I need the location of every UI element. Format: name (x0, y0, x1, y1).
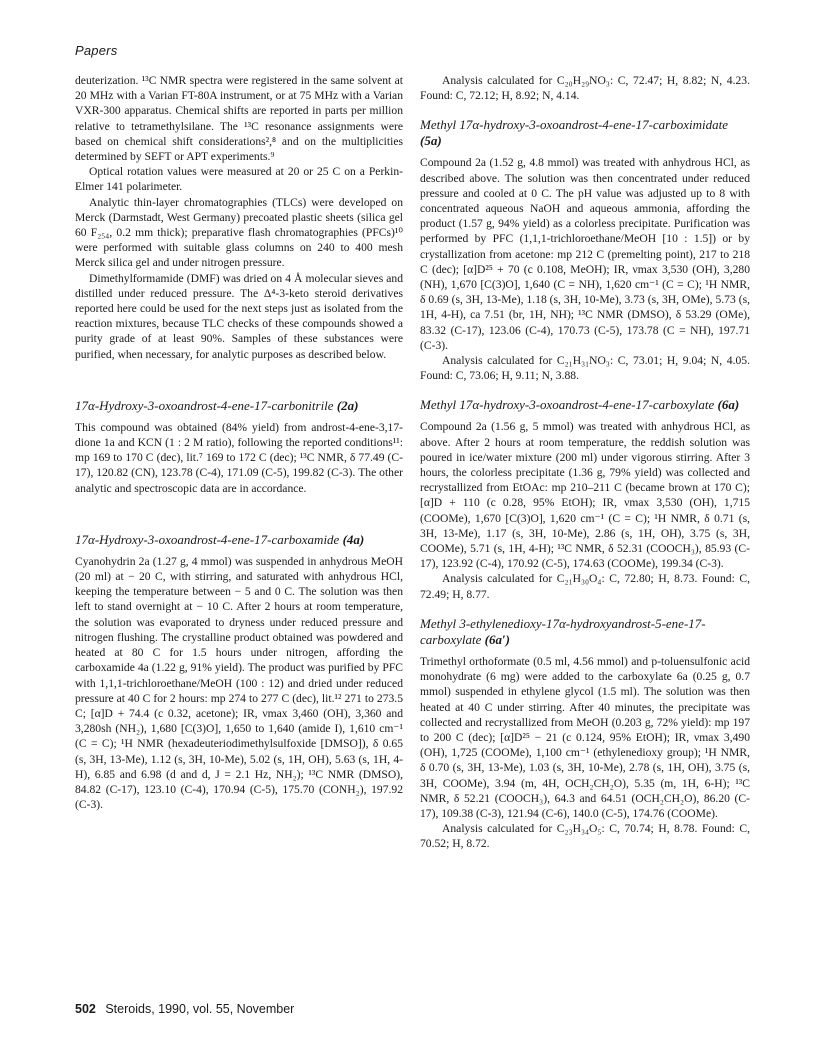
page-footer (75, 1002, 294, 1016)
elemental-analysis: Analysis calculated for C₂₀H₂₉NO₃: C, 72.47; H, 8.82; N, 4.23. Found: C, 72.12; H, 8.92; N, 4.14. (420, 74, 750, 103)
compound-label: (6a) (717, 397, 740, 413)
elemental-analysis: Analysis calculated for C₂₃H₃₄O₅: C, 70.74; H, 8.78. Found: C, 70.52; H, 8.72. (420, 822, 750, 851)
compound-label: (2a) (336, 397, 359, 413)
section-title: Methyl 17α-hydroxy-3-oxoandrost-4-ene-17-carboximidate (420, 117, 729, 133)
section-heading (420, 397, 750, 413)
body-paragraph: Analytic thin-layer chromatographies (TLCs) were developed on Merck (Darmstadt, West Germany) precoated plastic sheets (silica gel 60 F₂₅₄, 0.2 mm thick); preparative flash chromatographies (PFCs)¹⁰ were performed with suitable glass columns on 240 to 400 mesh Merck silica gel and under nitrogen pressure. (75, 195, 403, 270)
elemental-analysis: Analysis calculated for C₂₁H₃₁NO₃: C, 73.01; H, 9.04; N, 4.05. Found: C, 73.06; H, 9.11; N, 3.88. (420, 354, 750, 383)
body-paragraph: deuterization. ¹³C NMR spectra were registered in the same solvent at 20 MHz with a Varian FT-80A instrument, or at 75 MHz with a Varian VXR-300 apparatus. Chemical shifts are reported in parts per million relative to tetramethylsilane. The ¹³C resonance assignments were based on chemical shift considerations²,⁸ and on the multiplicities determined by SEFT or APT experiments.⁹ (75, 74, 403, 164)
compound-label: (5a) (420, 133, 442, 149)
elemental-analysis: Analysis calculated for C₂₁H₃₀O₄: C, 72.80; H, 8.73. Found: C, 72.49; H, 8.77. (420, 572, 750, 601)
body-paragraph: Optical rotation values were measured at 20 or 25 C on a Perkin-Elmer 141 polarimeter. (75, 165, 403, 194)
left-column (75, 73, 403, 812)
section-heading (75, 398, 403, 414)
section-heading (420, 616, 750, 648)
section-body: Trimethyl orthoformate (0.5 ml, 4.56 mmol) and p-toluensulfonic acid monohydrate (6 mg) were added to the carboxylate 6a (0.25 g, 0.7 mmol) suspended in ethylene glycol (1.5 ml). The solution was then heated at 40 C under stirring. After 40 minutes, the precipitate was collected and recrystallized from MeOH (0.203 g, 72% yield): mp 197 to 200 C (dec); [α]D²⁵ − 21 (c 0.124, 95% EtOH); IR, νmax 3,490 (OH), 1,725 (COOMe), 1,100 cm⁻¹ (ethylenedioxy group); ¹H NMR, δ 0.70 (s, 3H, 13-Me), 1.03 (s, 3H, 10-Me), 2.78 (s, 1H, OH), 3.75 (s, 3H, COOMe), 3.94 (m, 4H, OCH₂CH₂O), 5.35 (m, 1H, 6-H); ¹³C NMR, δ 52.21 (COOCH₃), 64.3 and 64.51 (OCH₂CH₂O), 86.20 (C-17), 109.38 (C-3), 121.94 (C-6), 140.0 (C-5), 174.76 (COOMe). (420, 654, 750, 820)
page-number: 502 (75, 1002, 96, 1016)
section-body: Compound 2a (1.56 g, 5 mmol) was treated with anhydrous HCl, as above. After 2 hours at room temperature, the reddish solution was poured in ice/water mixture (200 ml) under vigorous stirring. After 3 hours, the colorless precipitate (1.36 g, 79% yield) was collected and recrystallized from EtOAc: mp 210–211 C (became brown at 170 C); [α]D + 110 (c 0.28, 95% EtOH); IR, νmax 3,530 (OH), 1,715 (COOMe), 1,670 [C(3)O], 1,620 cm⁻¹ (C = C); ¹H NMR, δ 0.71 (s, 3H, 13-Me), 1.17 (s, 3H, 10-Me), 2.86 (s, 1H, OH), 3.75 (s, 3H, COOMe), 5.71 (s, 1H, 4-H); ¹³C NMR, δ 52.31 (COOCH₃), 85.93 (C-17), 123.92 (C-4), 170.92 (C-5), 174.63 (COOMe), 199.34 (C-3). (420, 420, 751, 571)
section-heading (420, 117, 750, 149)
compound-label: (4a) (342, 531, 365, 547)
running-head: Papers (75, 43, 118, 58)
compound-label: (6a′) (484, 631, 510, 647)
right-column (420, 73, 750, 852)
section-title: 17α-Hydroxy-3-oxoandrost-4-ene-17-carboxamide (75, 531, 340, 547)
section-body: This compound was obtained (84% yield) from androst-4-ene-3,17-dione 1a and KCN (1 : 2 M ratio), following the reported conditions¹¹: mp 169 to 170 C (dec), lit.⁷ 169 to 172 C (dec); ¹³C NMR, δ 77.49 (C-17), 120.82 (CN), 123.78 (C-4), 171.09 (C-5), 199.82 (C-3). The other analytic and spectroscopic data are in accordance. (75, 420, 403, 495)
section-heading (75, 532, 403, 548)
body-paragraph: Dimethylformamide (DMF) was dried on 4 Å molecular sieves and distilled under reduced pressure. The Δ⁴-3-keto steroid derivatives reported here could be used for the next steps just as isolated from the reaction mixtures, because TLC checks of these compounds showed a purity grade of at least 90%. Samples of these substances were purified, when necessary, for analytic purposes as described below. (75, 271, 403, 361)
journal-citation: Steroids, 1990, vol. 55, November (105, 1002, 295, 1016)
section-title: Methyl 3-ethylenedioxy-17α-hydroxyandrost-5-ene-17-carboxylate (420, 615, 706, 647)
section-title: Methyl 17α-hydroxy-3-oxoandrost-4-ene-17-carboxylate (420, 397, 715, 413)
section-body: Cyanohydrin 2a (1.27 g, 4 mmol) was suspended in anhydrous MeOH (20 ml) at − 20 C, with stirring, and saturated with anhydrous HCl, keeping the temperature between − 5 and 0 C. The solution was then left to stand overnight at − 10 C. After 2 hours at room temperature, the solution was evaporated to dryness under reduced pressure and nitrogen flushing. The crystalline product obtained was powdered and heated at 80 C for 1.5 hours under nitrogen, affording the carboxamide 4a (1.22 g, 91% yield). The product was purified by PFC with 1,1,1-trichloroethane/MeOH (100 : 12) and dried under reduced pressure at 40 C for 2 hours: mp 274 to 277 C (dec), lit.¹² 271 to 273.5 C; [α]D + 74.4 (c 0.32, acetone); IR, νmax 3,460 (OH), 3,360 and 3,280sh (NH₂), 1,680 [C(3)O], 1,650 to 1,640 (amide I), 1,610 cm⁻¹ (C = C); ¹H NMR (hexadeuteriodimethylsulfoxide [DMSO]), δ 0.65 (s, 3H, 13-Me), 1.12 (s, 3H, 10-Me), 5.02 (s, 1H, OH), 5.63 (s, 1H, 4-H), 6.85 and 6.98 (d and d, J = 2.1 Hz, NH₂); ¹³C NMR (DMSO), 84.82 (C-17), 123.10 (C-4), 170.94 (C-5), 175.70 (CONH₂), 197.92 (C-3). (75, 554, 403, 812)
section-title: 17α-Hydroxy-3-oxoandrost-4-ene-17-carbonitrile (75, 397, 334, 413)
section-body: Compound 2a (1.52 g, 4.8 mmol) was treated with anhydrous HCl, as described above. The solution was then concentrated under reduced pressure and cooled at 0 C. The pH value was adjusted up to 8 with concentrated aqueous NaOH and aqueous ammonia, affording the product (1.57 g, 94% yield) as a colorless precipitate. Purification was performed by PFC (1,1,1-trichloroethane/MeOH [10 : 1.5]) or by crystallization from acetone: mp 212 C (premelting point), 217 to 218 C (dec); [α]D²⁵ + 70 (c 0.108, MeOH); IR, νmax 3,530 (OH), 3,280 (NH), 1,670 [C(3)O], 1,640 (C = NH), 1,620 cm⁻¹ (C = C); ¹H NMR, δ 0.69 (s, 3H, 13-Me), 1.18 (s, 3H, 10-Me), 3.73 (s, 3H, OMe), 5.73 (s, 1H, 4-H), ca 7.51 (br, 1H, NH); ¹³C NMR (DMSO), δ 53.29 (OMe), 83.32 (C-17), 123.06 (C-4), 170.73 (C-5), 173.78 (C = NH), 197.71 (C-3). (420, 156, 750, 352)
